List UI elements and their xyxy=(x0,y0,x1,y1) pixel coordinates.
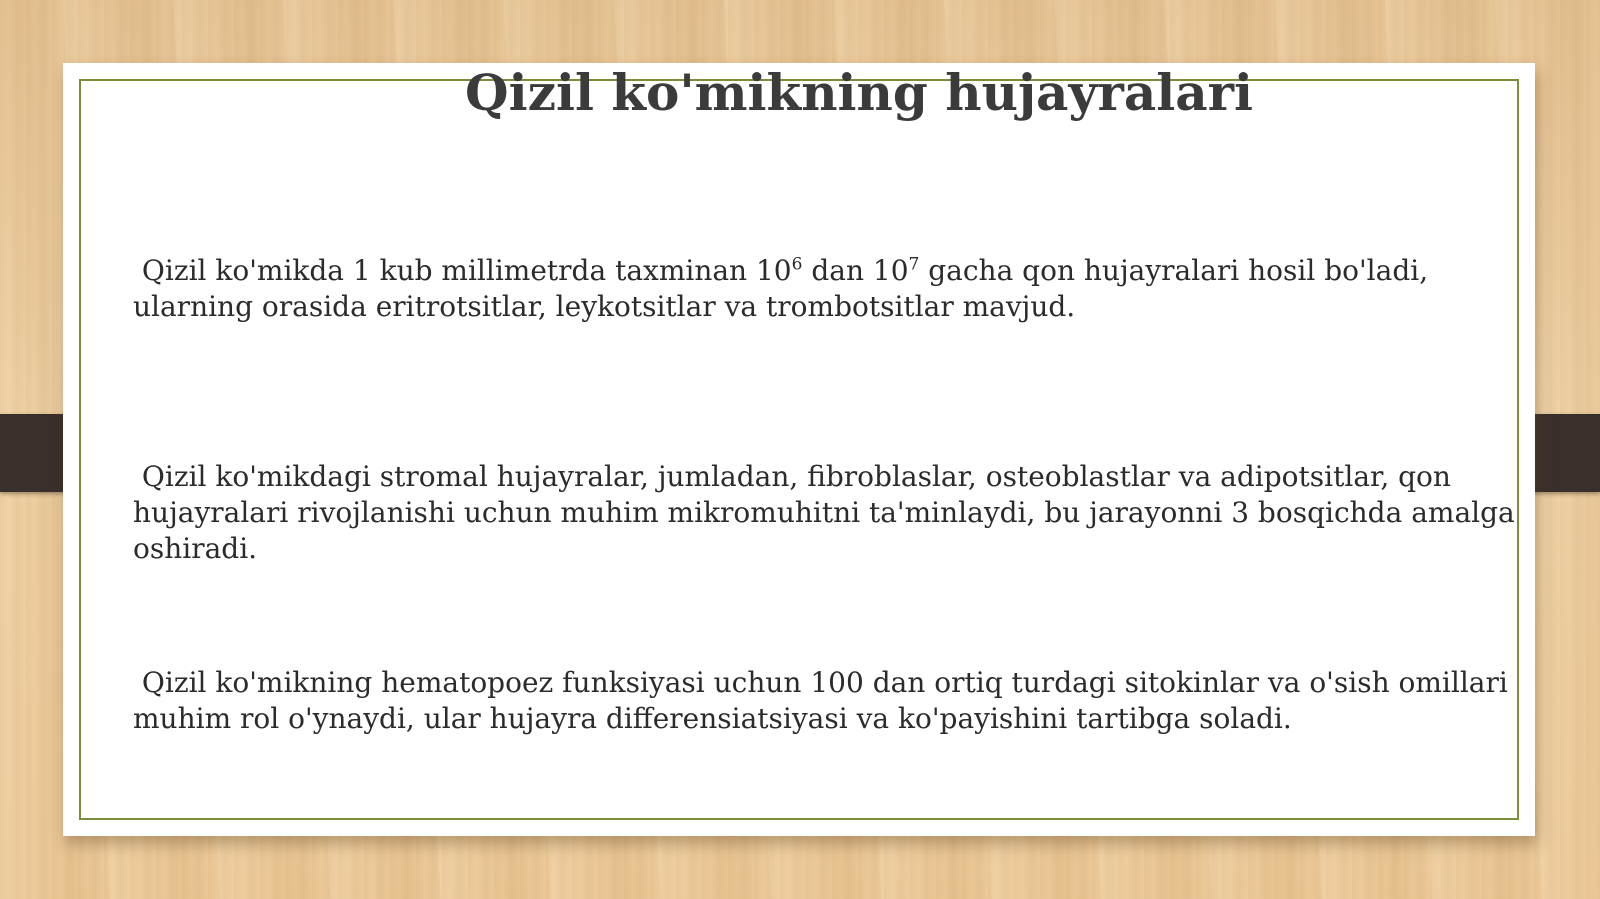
paragraph-stromal-cells xyxy=(133,459,1533,567)
paragraph-cell-count xyxy=(133,253,1533,325)
slide-title: Qizil ko'mikning hujayralari xyxy=(465,63,1253,122)
exponent-7: 7 xyxy=(908,254,920,275)
paragraph-1-text-b: dan 10 xyxy=(802,254,909,287)
paragraph-1-text-a: Qizil ko'mikda 1 kub millimetrda taxminan 10 xyxy=(133,254,792,287)
paragraph-3-text: Qizil ko'mikning hematopoez funksiyasi uchun 100 dan ortiq turdagi sitokinlar va o'sish omillari muhim rol o'ynaydi, ular hujayra differensiatsiyasi va ko'payishini tartibga soladi. xyxy=(133,666,1517,735)
slide-paper xyxy=(63,63,1535,836)
paragraph-2-text: Qizil ko'mikdagi stromal hujayralar, jumladan, fibroblaslar, osteoblastlar va adipotsitlar, qon hujayralari rivojlanishi uchun muhim mikromuhitni ta'minlaydi, bu jarayonni 3 bosqichda amalga oshiradi. xyxy=(133,460,1524,565)
exponent-6: 6 xyxy=(791,254,803,275)
paragraph-hematopoiesis xyxy=(133,665,1533,737)
paragraph-1-text-c: gacha qon hujayralari hosil bo'ladi, ularning orasida eritrotsitlar, leykotsitlar va trombotsitlar mavjud. xyxy=(133,254,1438,323)
